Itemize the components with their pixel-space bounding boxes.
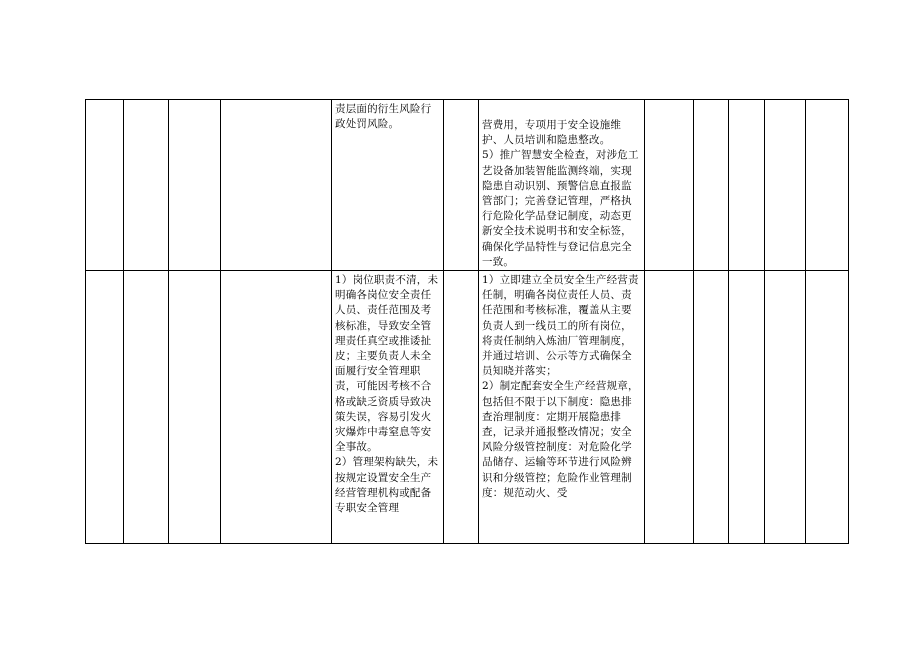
table-cell (729, 271, 765, 544)
table-cell (124, 100, 169, 271)
table-cell (729, 100, 765, 271)
table-cell (694, 271, 729, 544)
table-row (86, 100, 849, 271)
measure-paragraph: 营费用，专项用于安全设施维护、人员培训和隐患整改。 (482, 119, 622, 147)
table-cell (645, 100, 694, 271)
control-measure (479, 100, 644, 270)
risk-paragraph: 2）管理架构缺失，未按规定设置安全生产经营管理机构或配备专职安全管理 (335, 456, 439, 515)
table-cell (221, 271, 332, 544)
table-cell (221, 100, 332, 271)
table-cell (765, 271, 806, 544)
risk-paragraph: 1）岗位职责不清，未明确各岗位安全责任人员、责任范围及考核标准，导致安全管理责任真空或推诿扯皮；主要负责人未全面履行安全管理职责，可能因考核不合格或缺乏资质导致决策失误，容易引发火灾爆炸中毒窒息等安全事故。 (335, 274, 439, 454)
table-row (86, 271, 849, 544)
control-measure-cell (479, 271, 645, 544)
measure-paragraph: 5）推广智慧安全检查，对涉危工艺设备加装智能监测终端，实现隐患自动识别、预警信息直报监管部门；完善登记管理，严格执行危险化学品登记制度，动态更新安全技术说明书和安全标签，确保化学品特性与登记信息完全一致。 (482, 149, 639, 268)
table-cell (694, 100, 729, 271)
table-cell (444, 271, 479, 544)
risk-description-cell (332, 271, 444, 544)
control-measure-cell (479, 100, 645, 271)
table-cell (86, 100, 124, 271)
risk-description (332, 271, 443, 516)
table-cell (444, 100, 479, 271)
table-cell (169, 100, 221, 271)
table-cell (806, 100, 849, 271)
table-cell (765, 100, 806, 271)
risk-assessment-table (85, 99, 849, 544)
measure-paragraph: 1）立即建立全员安全生产经营责任制，明确各岗位责任人员、责任范围和考核标准，覆盖从主要负责人到一线员工的所有岗位，将责任制纳入炼油厂管理制度，并通过培训、公示等方式确保全员知晓并落实； (482, 274, 639, 378)
risk-description (332, 100, 443, 132)
table-cell (645, 271, 694, 544)
table-cell (86, 271, 124, 544)
risk-description-cell (332, 100, 444, 271)
risk-paragraph: 责层面的衍生风险行政处罚风险。 (335, 103, 432, 131)
control-measure (479, 271, 644, 501)
table-cell (806, 271, 849, 544)
measure-paragraph: 2）制定配套安全生产经营规章，包括但不限于以下制度：隐患排查治理制度：定期开展隐患排查，记录并通报整改情况；安全风险分级管控制度：对危险化学品储存、运输等环节进行风险辨识和分级管控；危险作业管理制度：规范动火、受 (482, 380, 639, 499)
table-cell (124, 271, 169, 544)
table-cell (169, 271, 221, 544)
